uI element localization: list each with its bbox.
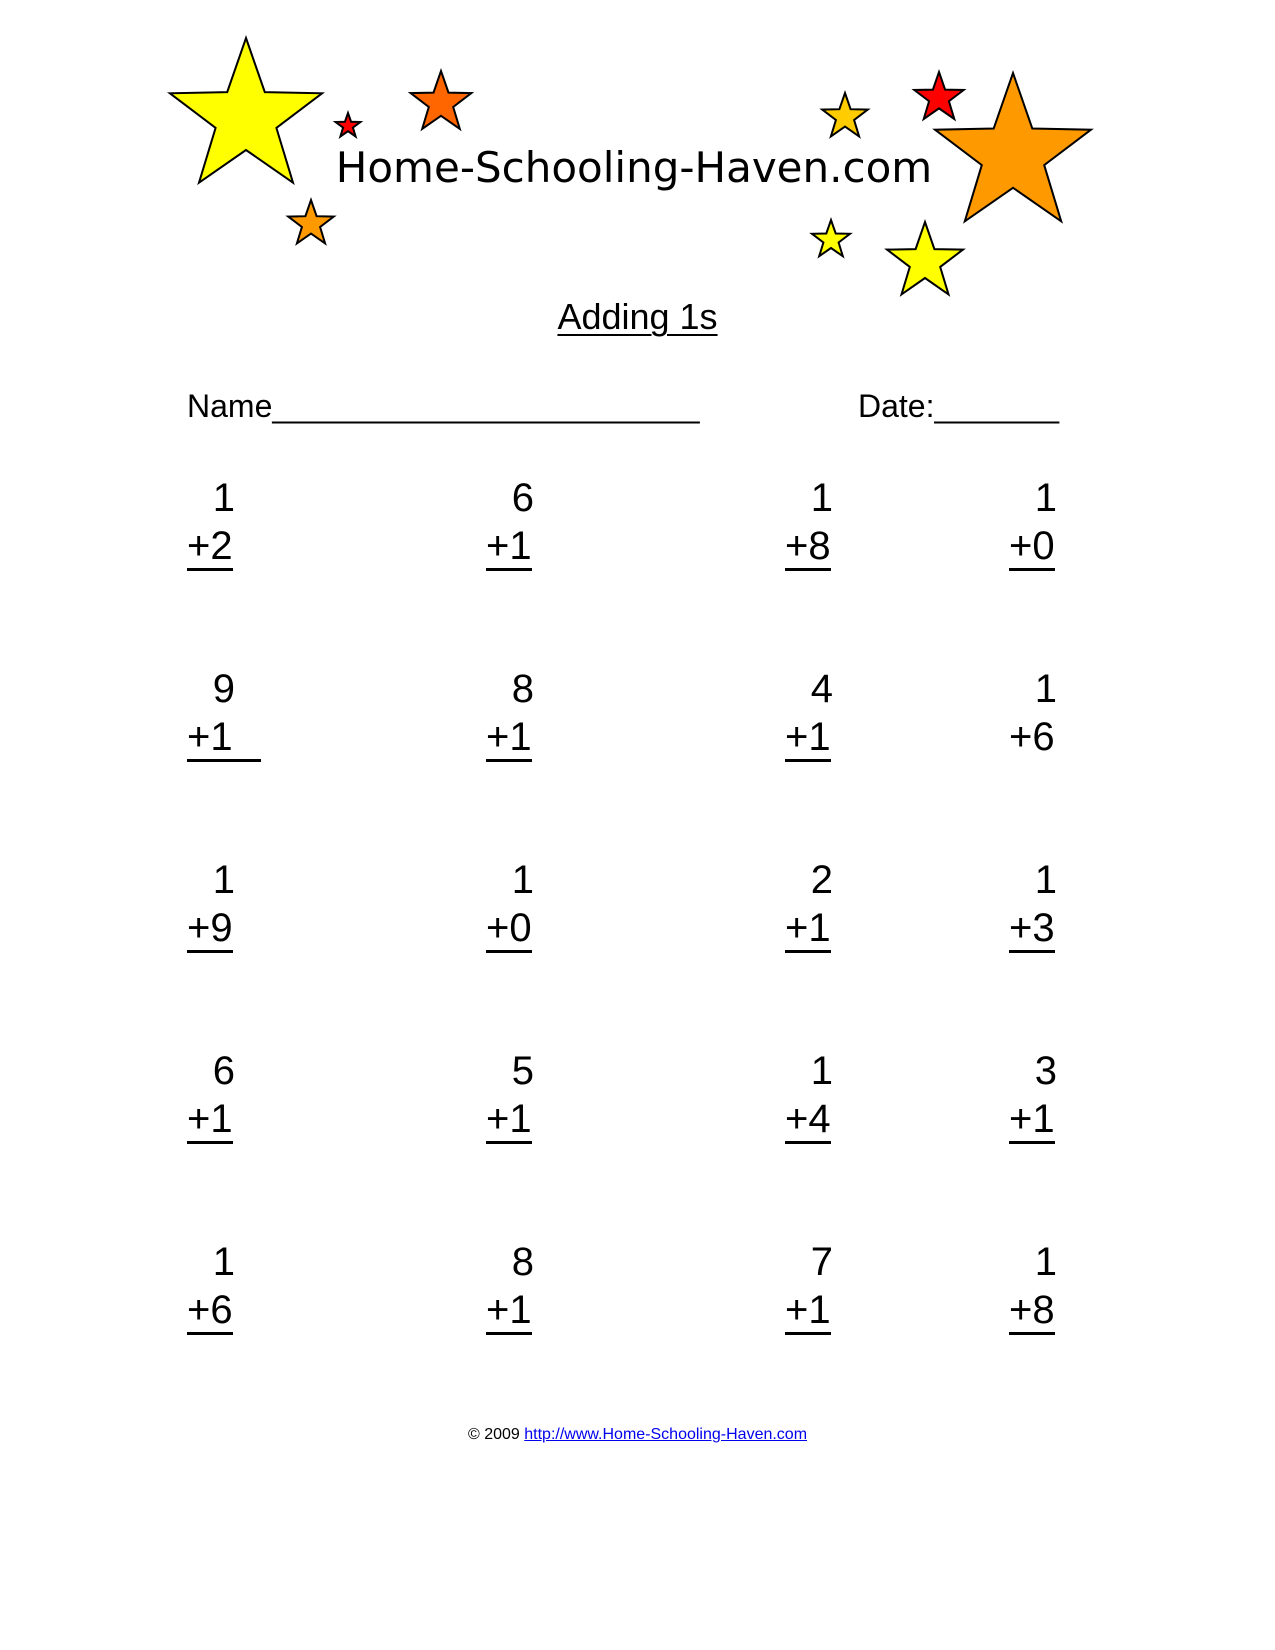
problem-top-number: 1	[1034, 667, 1057, 711]
problem-addend: +1	[785, 906, 831, 953]
addition-problem	[785, 474, 875, 571]
addition-problem	[187, 1047, 277, 1144]
header-banner	[0, 0, 1275, 300]
problem-top-number: 1	[1034, 1240, 1057, 1284]
problem-addend: +6	[187, 1288, 233, 1335]
problem-addend: +4	[785, 1097, 831, 1144]
problem-top-number: 1	[212, 858, 235, 902]
problem-top-number: 1	[810, 476, 833, 520]
problem-addend: +1	[187, 715, 261, 762]
problem-addend: +0	[486, 906, 532, 953]
gold-star-icon	[822, 93, 868, 136]
addition-problem	[187, 474, 277, 571]
addition-problem	[486, 1238, 576, 1335]
addition-problem	[486, 665, 576, 762]
addition-problem	[785, 1047, 875, 1144]
small-orange-star-icon	[288, 200, 334, 243]
problem-top-number: 1	[1034, 476, 1057, 520]
addition-problem	[785, 1238, 875, 1335]
orange-star-icon	[411, 71, 472, 129]
problem-addend: +8	[785, 524, 831, 571]
copyright-text: © 2009	[467, 1426, 520, 1443]
addition-problem	[486, 474, 576, 571]
problem-top-number: 8	[511, 1240, 534, 1284]
addition-problem	[486, 856, 576, 953]
problem-addend: +1	[486, 1288, 532, 1335]
site-title: Home-Schooling-Haven.com	[335, 143, 933, 192]
yellow-star-icon	[887, 222, 963, 294]
website-link[interactable]: http://www.Home-Schooling-Haven.com	[524, 1426, 808, 1443]
addition-problem	[785, 665, 875, 762]
small-red-star-icon	[336, 113, 361, 137]
addition-problem	[1009, 856, 1099, 953]
worksheet-title: Adding 1s	[557, 296, 718, 337]
problem-top-number: 5	[511, 1049, 534, 1093]
problem-top-number: 3	[1034, 1049, 1057, 1093]
problem-addend: +1	[785, 1288, 831, 1335]
problem-addend: +1	[486, 715, 532, 762]
problem-top-number: 1	[511, 858, 534, 902]
problem-addend: +1	[785, 715, 831, 762]
footer	[0, 1426, 1275, 1444]
addition-problem	[187, 856, 277, 953]
date-field-label: Date:_______	[858, 388, 1060, 424]
problem-top-number: 6	[511, 476, 534, 520]
problem-top-number: 6	[212, 1049, 235, 1093]
name-field-label: Name________________________	[187, 388, 700, 424]
problem-addend: +1	[187, 1097, 233, 1144]
addition-problem	[187, 665, 277, 762]
worksheet-title-wrap	[0, 296, 1275, 338]
addition-problem	[1009, 665, 1099, 761]
problem-top-number: 8	[511, 667, 534, 711]
problem-addend: +2	[187, 524, 233, 571]
addition-problem	[1009, 1047, 1099, 1144]
addition-problem	[486, 1047, 576, 1144]
addition-problem	[1009, 1238, 1099, 1335]
problem-top-number: 1	[1034, 858, 1057, 902]
red-star-icon	[914, 72, 963, 119]
addition-problem	[785, 856, 875, 953]
problem-addend: +1	[486, 1097, 532, 1144]
problem-top-number: 1	[212, 476, 235, 520]
small-yellow-star-icon	[812, 220, 850, 256]
problem-addend: +8	[1009, 1288, 1055, 1335]
problem-top-number: 7	[810, 1240, 833, 1284]
problem-top-number: 1	[212, 1240, 235, 1284]
problem-addend: +9	[187, 906, 233, 953]
problem-top-number: 4	[810, 667, 833, 711]
addition-problem	[1009, 474, 1099, 571]
large-yellow-star-icon	[170, 38, 322, 183]
problem-addend: +3	[1009, 906, 1055, 953]
problem-addend: +1	[486, 524, 532, 571]
problem-top-number: 1	[810, 1049, 833, 1093]
problem-addend: +0	[1009, 524, 1055, 571]
problem-top-number: 9	[212, 667, 235, 711]
problem-addend: +1	[1009, 1097, 1055, 1144]
problem-addend: +6	[1009, 715, 1055, 759]
problem-top-number: 2	[810, 858, 833, 902]
addition-problem	[187, 1238, 277, 1335]
